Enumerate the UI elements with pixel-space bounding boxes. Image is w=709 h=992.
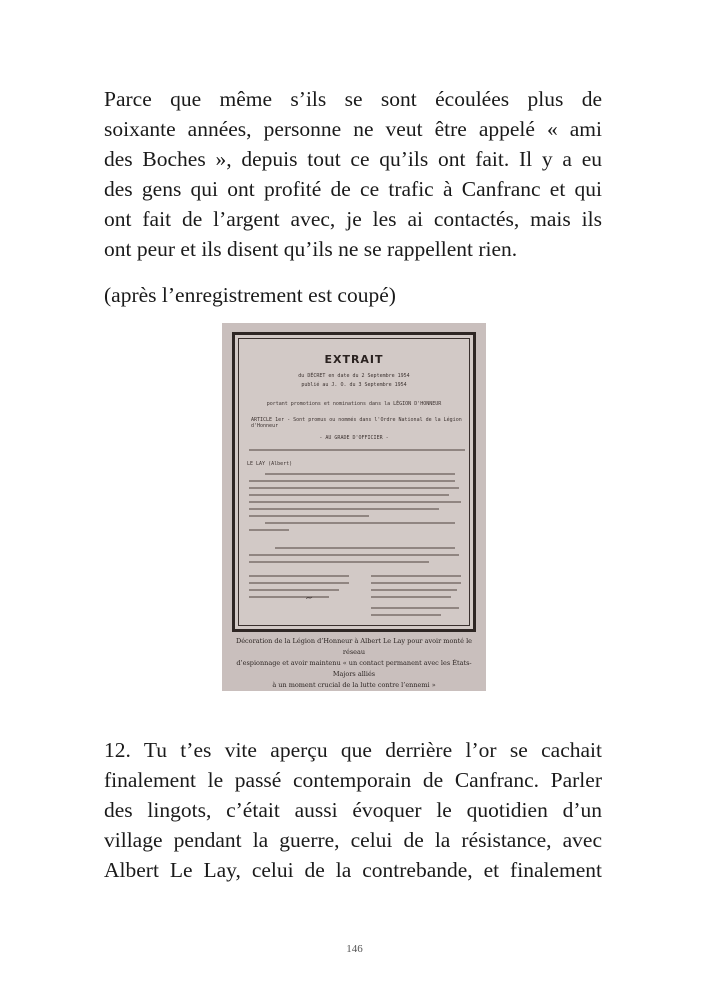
paragraph-3 <box>104 735 602 885</box>
text-line-texture <box>249 554 459 556</box>
text-line-texture <box>371 614 441 616</box>
decree-document <box>232 332 476 632</box>
text-line: Albert Le Lay, celui de la contrebande, et finalement <box>104 858 602 882</box>
text-line-texture <box>249 501 461 503</box>
text-line: finalement le passé contemporain de Canfranc. Parler <box>104 768 602 792</box>
text-line: ont fait de l’argent avec, je les ai contactés, mais ils <box>104 207 602 231</box>
text-line-texture <box>249 589 339 591</box>
text-line: 12. Tu t’es vite aperçu que derrière l’or se cachait <box>104 738 602 762</box>
text-line-texture <box>249 508 439 510</box>
document-subtitle: publié au J. O. du 3 Septembre 1954 <box>301 382 407 388</box>
text-line-texture <box>249 515 369 517</box>
text-line: des lingots, c’était aussi évoquer le quotidien d’un <box>104 798 602 822</box>
signature: ~ <box>304 592 315 605</box>
caption-line: Décoration de la Légion d’Honneur à Albert Le Lay pour avoir monté le réseau <box>235 637 473 656</box>
document-section: - AU GRADE D'OFFICIER - <box>319 435 389 441</box>
text-line-texture <box>371 596 451 598</box>
document-subtitle: du DÉCRET en date du 2 Septembre 1954 <box>298 373 410 379</box>
text-line-texture <box>371 575 461 577</box>
caption-line: d’espionnage et avoir maintenu « un contact permanent avec les États-Majors alliés <box>236 659 472 678</box>
text-line-texture <box>371 589 457 591</box>
paragraph-2 <box>104 280 602 310</box>
text-line-texture <box>265 473 455 475</box>
text-line-texture <box>249 480 455 482</box>
text-line-texture <box>249 449 465 451</box>
text-line-texture <box>275 547 455 549</box>
text-line: des Boches », depuis tout ce qu’ils ont fait. Il y a eu <box>104 147 602 171</box>
text-line: (après l’enregistrement est coupé) <box>104 283 396 307</box>
caption-line: à un moment crucial de la lutte contre l’ennemi » <box>272 681 436 689</box>
decree-photo <box>222 323 486 691</box>
document-name: LE LAY (Albert) <box>247 461 293 467</box>
text-line-texture <box>249 529 289 531</box>
text-line: Parce que même s’ils se sont écoulées plus de <box>104 87 602 111</box>
text-line-texture <box>265 522 455 524</box>
text-line: ont peur et ils disent qu’ils ne se rappellent rien. <box>104 237 518 261</box>
text-line-texture <box>249 582 349 584</box>
page-number: 146 <box>346 943 363 955</box>
text-line: village pendant la guerre, celui de la résistance, avec <box>104 828 602 852</box>
text-line-texture <box>249 575 349 577</box>
text-line-texture <box>249 487 459 489</box>
document-heading: portant promotions et nominations dans la LÉGION D'HONNEUR <box>266 401 442 407</box>
text-line-texture <box>249 596 329 598</box>
paragraph-1 <box>104 84 602 264</box>
text-line-texture <box>371 607 459 609</box>
document-title: EXTRAIT <box>324 353 384 366</box>
text-line: soixante années, personne ne veut être appelé « ami <box>104 117 602 141</box>
text-line-texture <box>371 582 461 584</box>
document-article: ARTICLE 1er - Sont promus ou nommés dans l'Ordre National de la Légion d'Honneur <box>251 417 462 429</box>
text-line: des gens qui ont profité de ce trafic à Canfranc et qui <box>104 177 602 201</box>
figure-caption <box>228 636 480 691</box>
text-line-texture <box>249 561 429 563</box>
text-line-texture <box>249 494 449 496</box>
